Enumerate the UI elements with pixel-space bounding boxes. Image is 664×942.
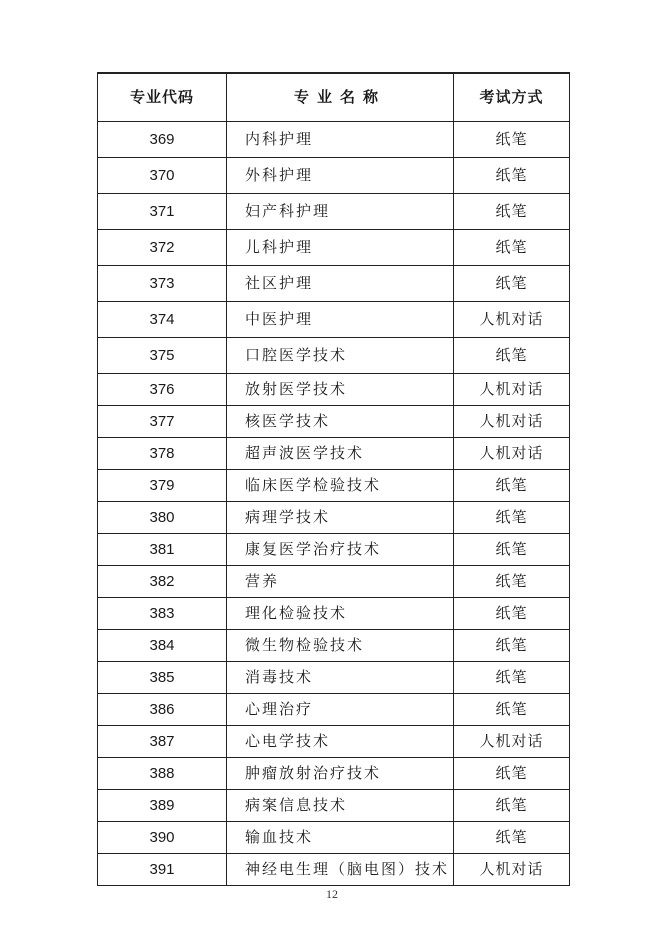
major-name-cell: 心理治疗 xyxy=(227,694,454,726)
major-code-cell: 387 xyxy=(98,726,227,758)
exam-mode-cell: 人机对话 xyxy=(454,854,570,886)
major-code-cell: 379 xyxy=(98,470,227,502)
major-name-cell: 微生物检验技术 xyxy=(227,630,454,662)
exam-mode-cell: 纸笔 xyxy=(454,630,570,662)
major-code-cell: 378 xyxy=(98,438,227,470)
major-code-cell: 375 xyxy=(98,338,227,374)
major-name-cell: 病理学技术 xyxy=(227,502,454,534)
table-row xyxy=(98,854,570,886)
header-major-name: 专业名称 xyxy=(227,73,454,122)
major-code-cell: 369 xyxy=(98,122,227,158)
table-row xyxy=(98,534,570,566)
major-code-cell: 389 xyxy=(98,790,227,822)
exam-mode-cell: 人机对话 xyxy=(454,374,570,406)
table-row xyxy=(98,598,570,630)
exam-mode-cell: 纸笔 xyxy=(454,598,570,630)
major-name-cell: 临床医学检验技术 xyxy=(227,470,454,502)
major-code-cell: 374 xyxy=(98,302,227,338)
table-row xyxy=(98,438,570,470)
table-row xyxy=(98,694,570,726)
exam-mode-cell: 人机对话 xyxy=(454,438,570,470)
table-row xyxy=(98,822,570,854)
major-code-cell: 382 xyxy=(98,566,227,598)
major-name-cell: 外科护理 xyxy=(227,158,454,194)
exam-mode-cell: 纸笔 xyxy=(454,534,570,566)
table-row xyxy=(98,790,570,822)
major-code-cell: 386 xyxy=(98,694,227,726)
major-name-cell: 内科护理 xyxy=(227,122,454,158)
exam-mode-cell: 人机对话 xyxy=(454,726,570,758)
major-name-cell: 妇产科护理 xyxy=(227,194,454,230)
exam-mode-cell: 人机对话 xyxy=(454,302,570,338)
page-number: 12 xyxy=(326,887,338,901)
table-row xyxy=(98,662,570,694)
major-name-cell: 放射医学技术 xyxy=(227,374,454,406)
major-name-cell: 神经电生理（脑电图）技术 xyxy=(227,854,454,886)
major-name-cell: 核医学技术 xyxy=(227,406,454,438)
major-name-cell: 肿瘤放射治疗技术 xyxy=(227,758,454,790)
major-code-cell: 373 xyxy=(98,266,227,302)
major-code-cell: 377 xyxy=(98,406,227,438)
table-body xyxy=(98,122,570,886)
exam-mode-cell: 纸笔 xyxy=(454,194,570,230)
major-name-cell: 理化检验技术 xyxy=(227,598,454,630)
major-exam-table xyxy=(97,72,570,886)
table-row xyxy=(98,122,570,158)
table-row xyxy=(98,630,570,662)
header-exam-mode: 考试方式 xyxy=(454,73,570,122)
major-name-cell: 心电学技术 xyxy=(227,726,454,758)
table-row xyxy=(98,194,570,230)
major-code-cell: 381 xyxy=(98,534,227,566)
exam-mode-cell: 纸笔 xyxy=(454,230,570,266)
major-name-cell: 口腔医学技术 xyxy=(227,338,454,374)
major-name-cell: 康复医学治疗技术 xyxy=(227,534,454,566)
major-name-cell: 超声波医学技术 xyxy=(227,438,454,470)
table-row xyxy=(98,374,570,406)
exam-mode-cell: 纸笔 xyxy=(454,758,570,790)
table-row xyxy=(98,230,570,266)
major-code-cell: 388 xyxy=(98,758,227,790)
table-row xyxy=(98,158,570,194)
major-name-cell: 营养 xyxy=(227,566,454,598)
major-code-cell: 371 xyxy=(98,194,227,230)
exam-mode-cell: 纸笔 xyxy=(454,566,570,598)
major-name-cell: 中医护理 xyxy=(227,302,454,338)
exam-mode-cell: 纸笔 xyxy=(454,822,570,854)
major-code-cell: 391 xyxy=(98,854,227,886)
exam-mode-cell: 纸笔 xyxy=(454,790,570,822)
exam-mode-cell: 纸笔 xyxy=(454,662,570,694)
major-name-cell: 儿科护理 xyxy=(227,230,454,266)
table-row xyxy=(98,302,570,338)
header-major-code: 专业代码 xyxy=(98,73,227,122)
exam-mode-cell: 纸笔 xyxy=(454,158,570,194)
major-code-cell: 390 xyxy=(98,822,227,854)
major-name-cell: 社区护理 xyxy=(227,266,454,302)
exam-mode-cell: 纸笔 xyxy=(454,338,570,374)
table-row xyxy=(98,406,570,438)
major-code-cell: 384 xyxy=(98,630,227,662)
major-code-cell: 372 xyxy=(98,230,227,266)
exam-mode-cell: 纸笔 xyxy=(454,502,570,534)
table-row xyxy=(98,758,570,790)
major-name-cell: 消毒技术 xyxy=(227,662,454,694)
table-header-row xyxy=(98,73,570,122)
exam-mode-cell: 纸笔 xyxy=(454,694,570,726)
major-code-cell: 385 xyxy=(98,662,227,694)
exam-mode-cell: 纸笔 xyxy=(454,122,570,158)
table-row xyxy=(98,266,570,302)
major-code-cell: 383 xyxy=(98,598,227,630)
table-row xyxy=(98,470,570,502)
table-row xyxy=(98,502,570,534)
major-code-cell: 370 xyxy=(98,158,227,194)
major-name-cell: 输血技术 xyxy=(227,822,454,854)
table-row xyxy=(98,338,570,374)
major-code-cell: 380 xyxy=(98,502,227,534)
exam-mode-cell: 纸笔 xyxy=(454,266,570,302)
exam-mode-cell: 纸笔 xyxy=(454,470,570,502)
table-row xyxy=(98,726,570,758)
major-code-cell: 376 xyxy=(98,374,227,406)
table-row xyxy=(98,566,570,598)
major-name-cell: 病案信息技术 xyxy=(227,790,454,822)
exam-mode-cell: 人机对话 xyxy=(454,406,570,438)
